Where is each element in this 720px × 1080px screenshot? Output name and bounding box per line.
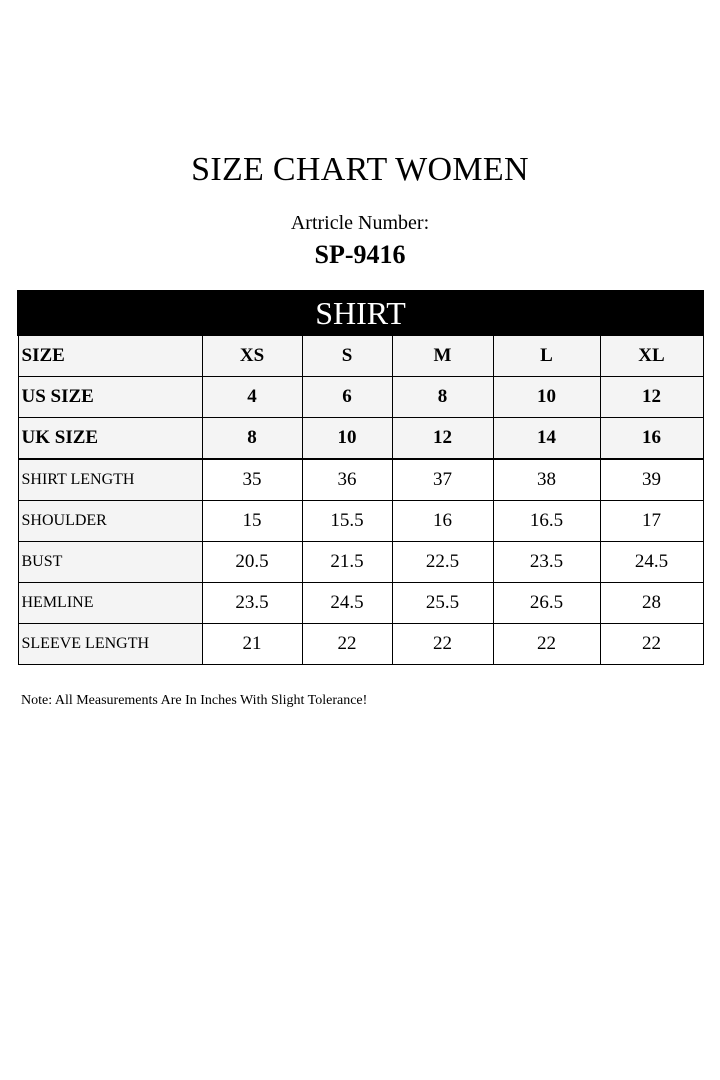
measurement-cell: 23.5	[493, 542, 600, 583]
measurement-cell: 24.5	[600, 542, 703, 583]
measurement-cell: 28	[600, 583, 703, 624]
measurement-cell: 16	[392, 501, 493, 542]
measurement-cell: 15.5	[302, 501, 392, 542]
measurement-row-hemline	[18, 583, 703, 624]
measurement-cell: 22.5	[392, 542, 493, 583]
uk-size-cell: 12	[392, 418, 493, 460]
size-row	[18, 335, 703, 377]
page-title: SIZE CHART WOMEN	[191, 151, 529, 188]
measurement-row-bust	[18, 542, 703, 583]
size-cell: L	[493, 335, 600, 377]
measurement-note: Note: All Measurements Are In Inches With Slight Tolerance!	[21, 693, 368, 708]
measurement-cell: 22	[302, 624, 392, 665]
measurement-cell: 25.5	[392, 583, 493, 624]
section-header-shirt: SHIRT	[18, 291, 703, 335]
size-cell: XL	[600, 335, 703, 377]
measurement-cell: 15	[202, 501, 302, 542]
measurement-cell: 17	[600, 501, 703, 542]
us-size-row	[18, 377, 703, 418]
measurement-cell: 16.5	[493, 501, 600, 542]
size-cell: S	[302, 335, 392, 377]
row-label: SIZE	[18, 335, 202, 377]
uk-size-cell: 8	[202, 418, 302, 460]
row-label: BUST	[18, 542, 202, 583]
us-size-cell: 12	[600, 377, 703, 418]
row-label: HEMLINE	[18, 583, 202, 624]
size-cell: M	[392, 335, 493, 377]
us-size-cell: 8	[392, 377, 493, 418]
row-label: SLEEVE LENGTH	[18, 624, 202, 665]
measurement-cell: 36	[302, 459, 392, 501]
row-label: SHOULDER	[18, 501, 202, 542]
measurement-cell: 21.5	[302, 542, 392, 583]
row-label: US SIZE	[18, 377, 202, 418]
us-size-cell: 4	[202, 377, 302, 418]
measurement-cell: 21	[202, 624, 302, 665]
measurement-row-shirt-length	[18, 459, 703, 501]
measurement-cell: 35	[202, 459, 302, 501]
article-number-value: SP-9416	[314, 240, 406, 269]
article-number-label: Artricle Number:	[290, 212, 430, 234]
measurement-cell: 22	[600, 624, 703, 665]
measurement-cell: 38	[493, 459, 600, 501]
measurement-cell: 20.5	[202, 542, 302, 583]
measurement-cell: 39	[600, 459, 703, 501]
us-size-cell: 6	[302, 377, 392, 418]
measurement-cell: 24.5	[302, 583, 392, 624]
measurement-cell: 23.5	[202, 583, 302, 624]
size-chart-table-wrapper	[17, 290, 702, 665]
row-label: UK SIZE	[18, 418, 202, 460]
us-size-cell: 10	[493, 377, 600, 418]
measurement-cell: 22	[493, 624, 600, 665]
measurement-row-sleeve-length	[18, 624, 703, 665]
measurement-row-shoulder	[18, 501, 703, 542]
uk-size-cell: 16	[600, 418, 703, 460]
measurement-cell: 26.5	[493, 583, 600, 624]
size-chart-table	[17, 290, 704, 665]
measurement-cell: 22	[392, 624, 493, 665]
measurement-cell: 37	[392, 459, 493, 501]
uk-size-row	[18, 418, 703, 460]
uk-size-cell: 14	[493, 418, 600, 460]
uk-size-cell: 10	[302, 418, 392, 460]
size-cell: XS	[202, 335, 302, 377]
row-label: SHIRT LENGTH	[18, 459, 202, 501]
